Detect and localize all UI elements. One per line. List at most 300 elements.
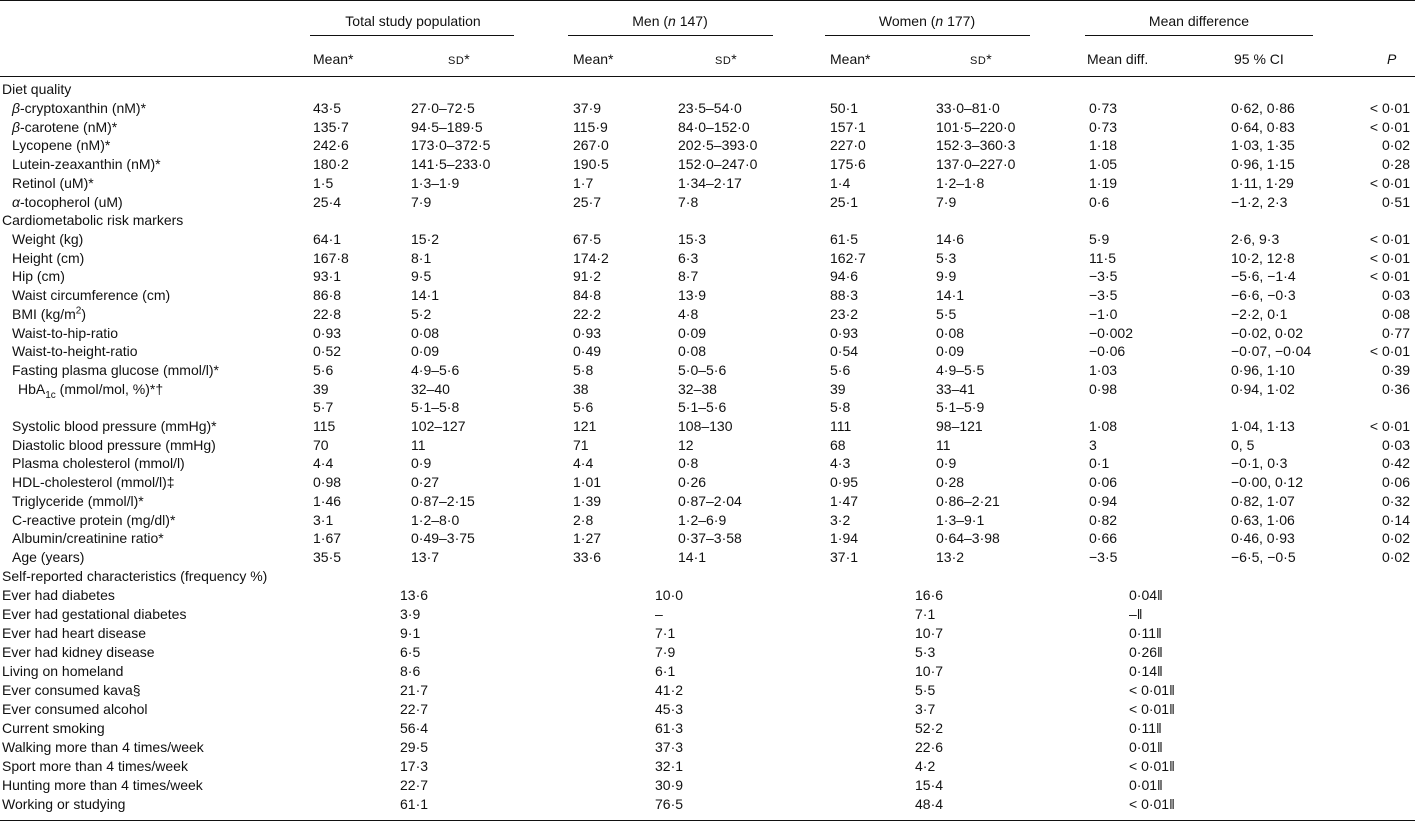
col-header-total-mean: Mean* [313, 51, 354, 67]
table-cell: 5·3 [936, 249, 957, 266]
table-cell: 70 [313, 436, 329, 453]
table-cell: 94·5–189·5 [411, 118, 483, 135]
row-label: Fasting plasma glucose (mmol/l)* [12, 361, 219, 378]
table-row [0, 757, 1415, 776]
table-cell: 3·9 [400, 606, 421, 622]
table-cell: 2·8 [573, 511, 594, 528]
group-header-men: Men (n 147) [632, 13, 708, 29]
table-cell: 14·1 [678, 548, 707, 565]
table-cell: 0·6 [1089, 193, 1110, 210]
table-row [0, 662, 1415, 681]
table-cell: < 0·01 [1369, 268, 1410, 285]
table-cell: 10·7 [915, 625, 944, 641]
table-row [0, 417, 1415, 436]
table-cell: 27·0–72·5 [411, 100, 475, 116]
group-header-women: Women (n 177) [878, 13, 976, 29]
group-underline-diff [1085, 35, 1313, 36]
table-cell: 10·7 [915, 663, 944, 679]
table-cell: 43·5 [313, 100, 342, 116]
table-cell: 0·02 [1381, 137, 1410, 154]
table-cell: 21·7 [400, 682, 429, 698]
table-cell: −0·002 [1089, 324, 1133, 341]
table-cell: 0·93 [830, 324, 859, 341]
table-cell: 37·3 [655, 739, 684, 755]
table-cell: −6·6, −0·3 [1231, 287, 1296, 304]
table-cell: −1·2, 2·3 [1231, 193, 1288, 210]
table-cell: 32–38 [678, 380, 717, 397]
table-cell: 10·2, 12·8 [1231, 249, 1295, 266]
table-cell: 0·09 [936, 343, 965, 360]
table-cell: 25·4 [313, 193, 342, 210]
table-row [0, 99, 1415, 118]
group-header-diff: Mean difference [1148, 13, 1250, 29]
table-cell: 5·6 [573, 399, 594, 416]
row-label: Height (cm) [12, 249, 85, 266]
table-cell: 1·04, 1·13 [1231, 418, 1295, 434]
group-header-total: Total study population [345, 13, 481, 29]
table-cell: 33·0–81·0 [936, 100, 1000, 116]
table-row [0, 136, 1415, 155]
row-label: Ever consumed alcohol [2, 701, 148, 717]
table-cell: 1·3–1·9 [411, 174, 460, 191]
table-cell: 0·37–3·58 [678, 530, 742, 547]
table-row [0, 436, 1415, 455]
table-cell: 0·02 [1381, 548, 1410, 565]
group-underline-men [568, 35, 773, 36]
table-cell: −2·2, 0·1 [1231, 305, 1288, 322]
row-label: Ever consumed kava§ [2, 682, 141, 698]
table-cell: < 0·01‖ [1129, 701, 1175, 717]
table-cell: 35·5 [313, 548, 342, 565]
table-cell: 6·5 [400, 644, 421, 660]
table-cell: 9·1 [400, 625, 421, 641]
table-cell: 10·0 [655, 587, 684, 603]
table-cell: < 0·01‖ [1129, 796, 1175, 812]
table-cell: 152·0–247·0 [678, 156, 758, 173]
table-cell: 11 [411, 436, 426, 453]
table-cell: 4·3 [830, 455, 851, 472]
table-cell: 23·5–54·0 [678, 100, 742, 116]
col-header-women-sd: SD* [970, 51, 992, 67]
table-cell: 115·9 [573, 118, 608, 135]
table-cell: 50·1 [830, 100, 859, 116]
table-cell: 0·01‖ [1129, 777, 1163, 793]
table-cell: 0·08 [411, 324, 440, 341]
row-label: Hip (cm) [12, 268, 65, 285]
table-row [0, 473, 1415, 492]
section-self-reported: Self-reported characteristics (frequency %) [2, 568, 268, 584]
table-cell: 3 [1089, 436, 1097, 453]
table-cell: 88·3 [830, 287, 859, 304]
table-cell: 32·1 [655, 758, 684, 774]
table-cell: 0·28 [1381, 156, 1410, 173]
table-cell: −3·5 [1089, 287, 1118, 304]
table-cell: −3·5 [1089, 548, 1118, 565]
table-cell: 0·93 [573, 324, 602, 341]
table-row [0, 719, 1415, 738]
table-cell: 15·3 [678, 231, 707, 247]
table-cell: 1·2–1·8 [936, 174, 985, 191]
table-cell: 0·49 [573, 343, 602, 360]
table-cell: 0·73 [1089, 118, 1118, 135]
table-cell: 102–127 [411, 418, 466, 434]
table-cell: 22·7 [400, 701, 429, 717]
col-header-mean-diff: Mean diff. [1087, 51, 1149, 67]
table-cell: 0·46, 0·93 [1231, 530, 1295, 547]
table-cell: 0·04‖ [1129, 587, 1163, 603]
table-cell: 0·9 [411, 455, 432, 472]
table-cell: 0·27 [411, 474, 440, 491]
table-cell: 0·08 [936, 324, 965, 341]
table-row [0, 605, 1415, 624]
col-header-women-mean: Mean* [830, 51, 871, 67]
table-cell: −0·00, 0·12 [1231, 474, 1303, 491]
table-cell: 175·6 [830, 156, 866, 173]
table-cell: 14·1 [411, 287, 440, 304]
table-cell: 1·03 [1089, 361, 1118, 378]
table-cell: 33–41 [936, 380, 975, 397]
table-cell: 6·3 [678, 249, 699, 266]
table-cell: −1·0 [1089, 305, 1118, 322]
row-label: Sport more than 4 times/week [2, 758, 188, 774]
table-cell: 0·94 [1089, 492, 1118, 509]
row-label: Weight (kg) [12, 231, 84, 247]
table-cell: 0·64–3·98 [936, 530, 1000, 547]
row-label: Waist-to-height-ratio [12, 343, 138, 360]
table-cell: 93·1 [313, 268, 342, 285]
table-cell: 13·7 [411, 548, 440, 565]
table-cell: < 0·01 [1369, 100, 1410, 116]
table-cell: 0·86–2·21 [936, 492, 1000, 509]
row-label: Current smoking [2, 720, 105, 736]
table-cell: 16·6 [915, 587, 944, 603]
table-cell: 48·4 [915, 796, 944, 812]
table-cell: 1·27 [573, 530, 602, 547]
row-label: Triglyceride (mmol/l)* [12, 492, 144, 509]
table-cell: 13·9 [678, 287, 707, 304]
table-cell: 15·2 [411, 231, 440, 247]
table-cell: 13·2 [936, 548, 965, 565]
col-header-men-mean: Mean* [573, 51, 614, 67]
table-cell: 5·0–5·6 [678, 361, 727, 378]
table-cell: 32–40 [411, 380, 450, 397]
row-label: α-tocopherol (uM) [12, 193, 123, 210]
table-cell: 267·0 [573, 137, 609, 154]
table-cell: 0·11‖ [1129, 720, 1162, 736]
table-cell: 0·63, 1·06 [1231, 511, 1295, 528]
table-cell: 1·05 [1089, 156, 1118, 173]
table-row [0, 454, 1415, 473]
table-cell: 86·8 [313, 287, 342, 304]
table-cell: 7·9 [411, 193, 432, 210]
table-row [0, 230, 1415, 249]
row-label: Albumin/creatinine ratio* [12, 530, 164, 547]
row-label: Lycopene (nM)* [12, 137, 111, 154]
table-cell: < 0·01 [1369, 343, 1410, 360]
table-cell: 0·96, 1·15 [1231, 156, 1295, 173]
table-cell: 1·01 [573, 474, 602, 491]
table-cell: 8·1 [411, 249, 432, 266]
table-cell: 94·6 [830, 268, 859, 285]
table-cell: 3·2 [830, 511, 851, 528]
table-cell: 1·19 [1089, 174, 1118, 191]
table-cell: 8·6 [400, 663, 421, 679]
row-label: C-reactive protein (mg/dl)* [12, 511, 176, 528]
table-cell: 5·1–5·6 [678, 399, 727, 416]
table-row [0, 492, 1415, 511]
table-cell: 0·87–2·04 [678, 492, 742, 509]
table-cell: 5·8 [573, 361, 594, 378]
table-cell: 61·5 [830, 231, 859, 247]
row-label: HbA$_{1c}$ (mmol/mol, %)*† [18, 380, 164, 401]
table-cell: 0·73 [1089, 100, 1118, 116]
table-row [0, 174, 1415, 193]
table-cell: 11 [936, 436, 951, 453]
table-row [0, 643, 1415, 662]
table-cell: 0·08 [1381, 305, 1410, 322]
top-rule [0, 0, 1415, 1]
table-cell: 71 [573, 436, 589, 453]
table-row [0, 249, 1415, 268]
table-cell: −0·1, 0·3 [1231, 455, 1288, 472]
table-cell: 9·5 [411, 268, 432, 285]
table-cell: 1·5 [313, 174, 334, 191]
table-cell: −0·02, 0·02 [1231, 324, 1303, 341]
table-cell: 202·5–393·0 [678, 137, 758, 154]
table-cell: 8·7 [678, 268, 699, 285]
table-cell: 30·9 [655, 777, 684, 793]
group-underline-total [310, 35, 514, 36]
table-cell: 137·0–227·0 [936, 156, 1016, 173]
table-row [0, 398, 1415, 417]
table-cell: 2·6, 9·3 [1231, 231, 1280, 247]
table-cell: 45·3 [655, 701, 684, 717]
table-cell: 0·82 [1089, 511, 1118, 528]
table-cell: 25·7 [573, 193, 602, 210]
table-cell: 25·1 [830, 193, 859, 210]
table-cell: −0·07, −0·04 [1231, 343, 1312, 360]
table-cell: 14·1 [936, 287, 965, 304]
table-cell: 0·01‖ [1129, 739, 1163, 755]
table-cell: 1·03, 1·35 [1231, 137, 1295, 154]
table-cell: 15·4 [915, 777, 944, 793]
col-header-p: P [1387, 51, 1397, 67]
table-cell: 1·94 [830, 530, 859, 547]
table-cell: 84·8 [573, 287, 602, 304]
table-cell: 157·1 [830, 118, 866, 135]
table-cell: 141·5–233·0 [411, 156, 491, 173]
table-cell: −5·6, −1·4 [1231, 268, 1296, 285]
table-cell: < 0·01 [1369, 118, 1410, 135]
table-cell: 0·94, 1·02 [1231, 380, 1295, 397]
table-row [0, 286, 1415, 305]
table-cell: 39 [830, 380, 846, 397]
row-label: Systolic blood pressure (mmHg)* [12, 418, 217, 434]
table-cell: 7·1 [655, 625, 676, 641]
table-cell: 0·98 [313, 474, 342, 491]
table-cell: < 0·01 [1369, 418, 1410, 434]
table-row [0, 529, 1415, 548]
table-cell: 4·8 [678, 305, 699, 322]
table-cell: 5·1–5·9 [936, 399, 985, 416]
table-cell: 5·5 [915, 682, 936, 698]
table-cell: 22·7 [400, 777, 429, 793]
table-cell: 1·11, 1·29 [1231, 174, 1294, 191]
table-cell: 1·4 [830, 174, 851, 191]
table-cell: 5·6 [313, 361, 334, 378]
table-cell: 190·5 [573, 156, 609, 173]
table-cell: 162·7 [830, 249, 866, 266]
row-label: Ever had gestational diabetes [2, 606, 187, 622]
table-cell: 56·4 [400, 720, 429, 736]
row-label: Ever had kidney disease [2, 644, 155, 660]
table-row [0, 118, 1415, 137]
table-cell: < 0·01 [1369, 249, 1410, 266]
table-cell: 0·03 [1381, 436, 1410, 453]
table-cell: 0·51 [1381, 193, 1410, 210]
table-row [0, 624, 1415, 643]
table-cell: 3·1 [313, 511, 334, 528]
table-cell: 115 [313, 418, 336, 434]
table-cell: 0·52 [313, 343, 342, 360]
table-cell: 5·5 [936, 305, 957, 322]
table-cell: 0·93 [313, 324, 342, 341]
table-row [0, 380, 1415, 399]
table-cell: 0·62, 0·86 [1231, 100, 1295, 116]
table-cell: 0·06 [1089, 474, 1118, 491]
table-cell: 5·6 [830, 361, 851, 378]
table-cell: −6·5, −0·5 [1231, 548, 1296, 565]
row-label: Plasma cholesterol (mmol/l) [12, 455, 185, 472]
table-cell: 0·87–2·15 [411, 492, 475, 509]
table-cell: 22·6 [915, 739, 944, 755]
table-row [0, 511, 1415, 530]
row-label: Hunting more than 4 times/week [2, 777, 203, 793]
table-cell: 33·6 [573, 548, 602, 565]
table-cell: 91·2 [573, 268, 602, 285]
table-cell: 0·66 [1089, 530, 1118, 547]
table-cell: 68 [830, 436, 846, 453]
header-bottom-rule [0, 76, 1415, 77]
table-cell: 0·64, 0·83 [1231, 118, 1295, 135]
table-cell: – [655, 606, 663, 622]
table-cell: 0·08 [678, 343, 707, 360]
section-diet-quality: Diet quality [2, 81, 72, 97]
table-cell: 7·9 [655, 644, 676, 660]
table-row [0, 193, 1415, 212]
table-cell: 67·5 [573, 231, 602, 247]
table-row [0, 776, 1415, 795]
table-cell: 0·77 [1381, 324, 1410, 341]
group-underline-women [825, 35, 1030, 36]
table-cell: –‖ [1129, 606, 1143, 622]
table-cell: 0·11‖ [1129, 625, 1162, 641]
table-cell: 0·26‖ [1129, 644, 1163, 660]
table-cell: 0·42 [1381, 455, 1410, 472]
table-cell: 180·2 [313, 156, 349, 173]
table-cell: 39 [313, 380, 329, 397]
table-cell: 1·2–6·9 [678, 511, 727, 528]
table-cell: 0·9 [936, 455, 957, 472]
table-cell: 5·2 [411, 305, 432, 322]
table-cell: 1·67 [313, 530, 342, 547]
table-cell: 61·3 [655, 720, 684, 736]
table-cell: 242·6 [313, 137, 349, 154]
table-cell: 152·3–360·3 [936, 137, 1016, 154]
table-cell: 5·8 [830, 399, 851, 416]
row-label: Living on homeland [2, 663, 124, 679]
table-cell: 1·47 [830, 492, 859, 509]
table-cell: 7·8 [678, 193, 699, 210]
table-cell: 0·06 [1381, 474, 1410, 491]
table-cell: 0·09 [411, 343, 440, 360]
table-cell: 7·1 [915, 606, 936, 622]
table-row [0, 324, 1415, 343]
table-cell: 0·14 [1381, 511, 1410, 528]
row-label: Diastolic blood pressure (mmHg) [12, 436, 216, 453]
table-cell: 0·28 [936, 474, 965, 491]
row-label: β-carotene (nM)* [12, 118, 118, 135]
section-cardiometabolic: Cardiometabolic risk markers [2, 212, 184, 228]
table-cell: 0·39 [1381, 361, 1410, 378]
col-header-total-sd: SD* [448, 51, 470, 67]
table-cell: −0·06 [1089, 343, 1126, 360]
table-cell: 1·3–9·1 [936, 511, 985, 528]
table-cell: 135·7 [313, 118, 349, 135]
table-cell: 0·32 [1381, 492, 1410, 509]
row-label: Retinol (uM)* [12, 174, 94, 191]
table-cell: 1·39 [573, 492, 602, 509]
table-cell: 0·1 [1089, 455, 1110, 472]
table-cell: 11·5 [1089, 249, 1116, 266]
table-cell: 1·7 [573, 174, 594, 191]
table-cell: 9·9 [936, 268, 957, 285]
table-cell: 0·95 [830, 474, 859, 491]
table-cell: 0·09 [678, 324, 707, 341]
table-cell: 0·98 [1089, 380, 1118, 397]
table-cell: 4·9–5·6 [411, 361, 460, 378]
table-cell: 101·5–220·0 [936, 118, 1016, 135]
table-cell: 4·9–5·5 [936, 361, 985, 378]
table-cell: 5·3 [915, 644, 936, 660]
table-cell: 0·26 [678, 474, 707, 491]
table-cell: 23·2 [830, 305, 859, 322]
table-cell: 167·8 [313, 249, 349, 266]
table-cell: 37·1 [830, 548, 859, 565]
table-cell: 4·2 [915, 758, 936, 774]
table-cell: 0·54 [830, 343, 859, 360]
table-cell: 64·1 [313, 231, 342, 247]
table-cell: 0·02 [1381, 530, 1410, 547]
table-cell: 5·1–5·8 [411, 399, 460, 416]
table-cell: 52·2 [915, 720, 944, 736]
table-cell: 0, 5 [1231, 436, 1255, 453]
table-cell: 5·9 [1089, 231, 1110, 247]
table-row [0, 681, 1415, 700]
table-row [0, 305, 1415, 324]
table-cell: 121 [573, 418, 597, 434]
table-cell: 37·9 [573, 100, 602, 116]
table-cell: 0·03 [1381, 287, 1410, 304]
table-cell: 22·8 [313, 305, 342, 322]
table-cell: 29·5 [400, 739, 429, 755]
table-cell: 1·08 [1089, 418, 1118, 434]
table-row [0, 342, 1415, 361]
table-cell: 1·18 [1089, 137, 1118, 154]
table-cell: < 0·01‖ [1129, 758, 1175, 774]
table-cell: 0·36 [1381, 380, 1410, 397]
table-cell: 1·46 [313, 492, 342, 509]
